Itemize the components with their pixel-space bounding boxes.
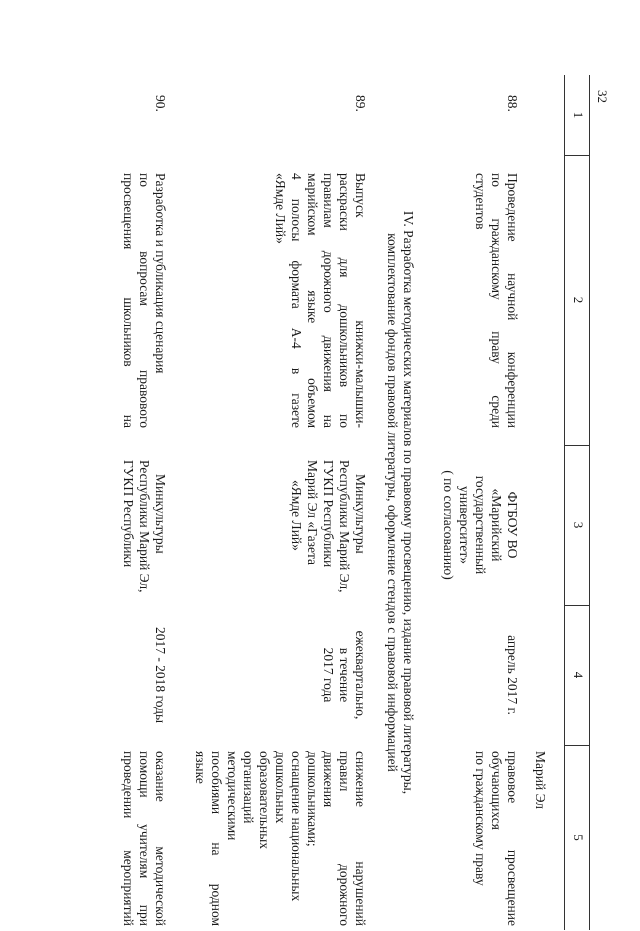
col-header-2: 2 (571, 296, 586, 304)
row-88-executor: ФГБОУ ВО «Марийский государственный университет» ( по согласованию) (441, 470, 520, 580)
row-90-action: Разработка и публикация сценария по вопросам правового просвещения школьников на (121, 173, 168, 428)
row-89-term: ежеквартально, в течение 2017 года (321, 630, 368, 720)
col-header-1: 1 (571, 111, 586, 119)
row-90-number: 90. (153, 95, 168, 112)
row-89-number: 89. (353, 95, 368, 112)
rotated-table-page (50, 75, 590, 930)
col-header-3: 3 (571, 521, 586, 529)
col-header-5: 5 (571, 834, 586, 841)
row-90-result: оказание методической помощи учителям при проведении мероприятий (121, 751, 168, 926)
table-top-border (589, 75, 590, 930)
header-bottom-border (564, 75, 565, 930)
row-88-term: апрель 2017 г. (505, 635, 520, 715)
section-title: IV. Разработка методических материалов по правовому просвещению, издание правовой литературы, комплектование фондов правовой литературы, оформление стендов с правовой информацией (385, 210, 416, 795)
row-88-number: 88. (505, 95, 520, 112)
row-88-result: правовое просвещение обучающихся по гражданскому праву (473, 751, 520, 926)
row-89-action: Выпуск книжки-малышки- раскраски для дошкольников по правилам дорожного движения на марийском языке объемом 4 полосы формата А-4 в газете «Ямде Лий» (273, 173, 368, 428)
col-header-4: 4 (571, 671, 586, 679)
row-90-executor: Минкультуры Республики Марий Эл, ГУКП Республики (121, 460, 168, 593)
row-90-term: 2017 - 2018 годы (153, 626, 168, 724)
region-continuation: Марий Эл (533, 751, 548, 810)
page-number: 32 (595, 90, 610, 103)
row-88-action: Проведение научной конференции по гражданскому праву среди студентов (473, 173, 520, 428)
row-89-result: снижение нарушений правил дорожного движения дошкольниками; оснащение национальных дошкольных образовательных организаций методическими пособиями на родном языке (193, 751, 368, 926)
row-89-executor: Минкультуры Республики Марий Эл, ГУКП Республики Марий Эл «Газета «Ямде Лий» (289, 460, 368, 593)
